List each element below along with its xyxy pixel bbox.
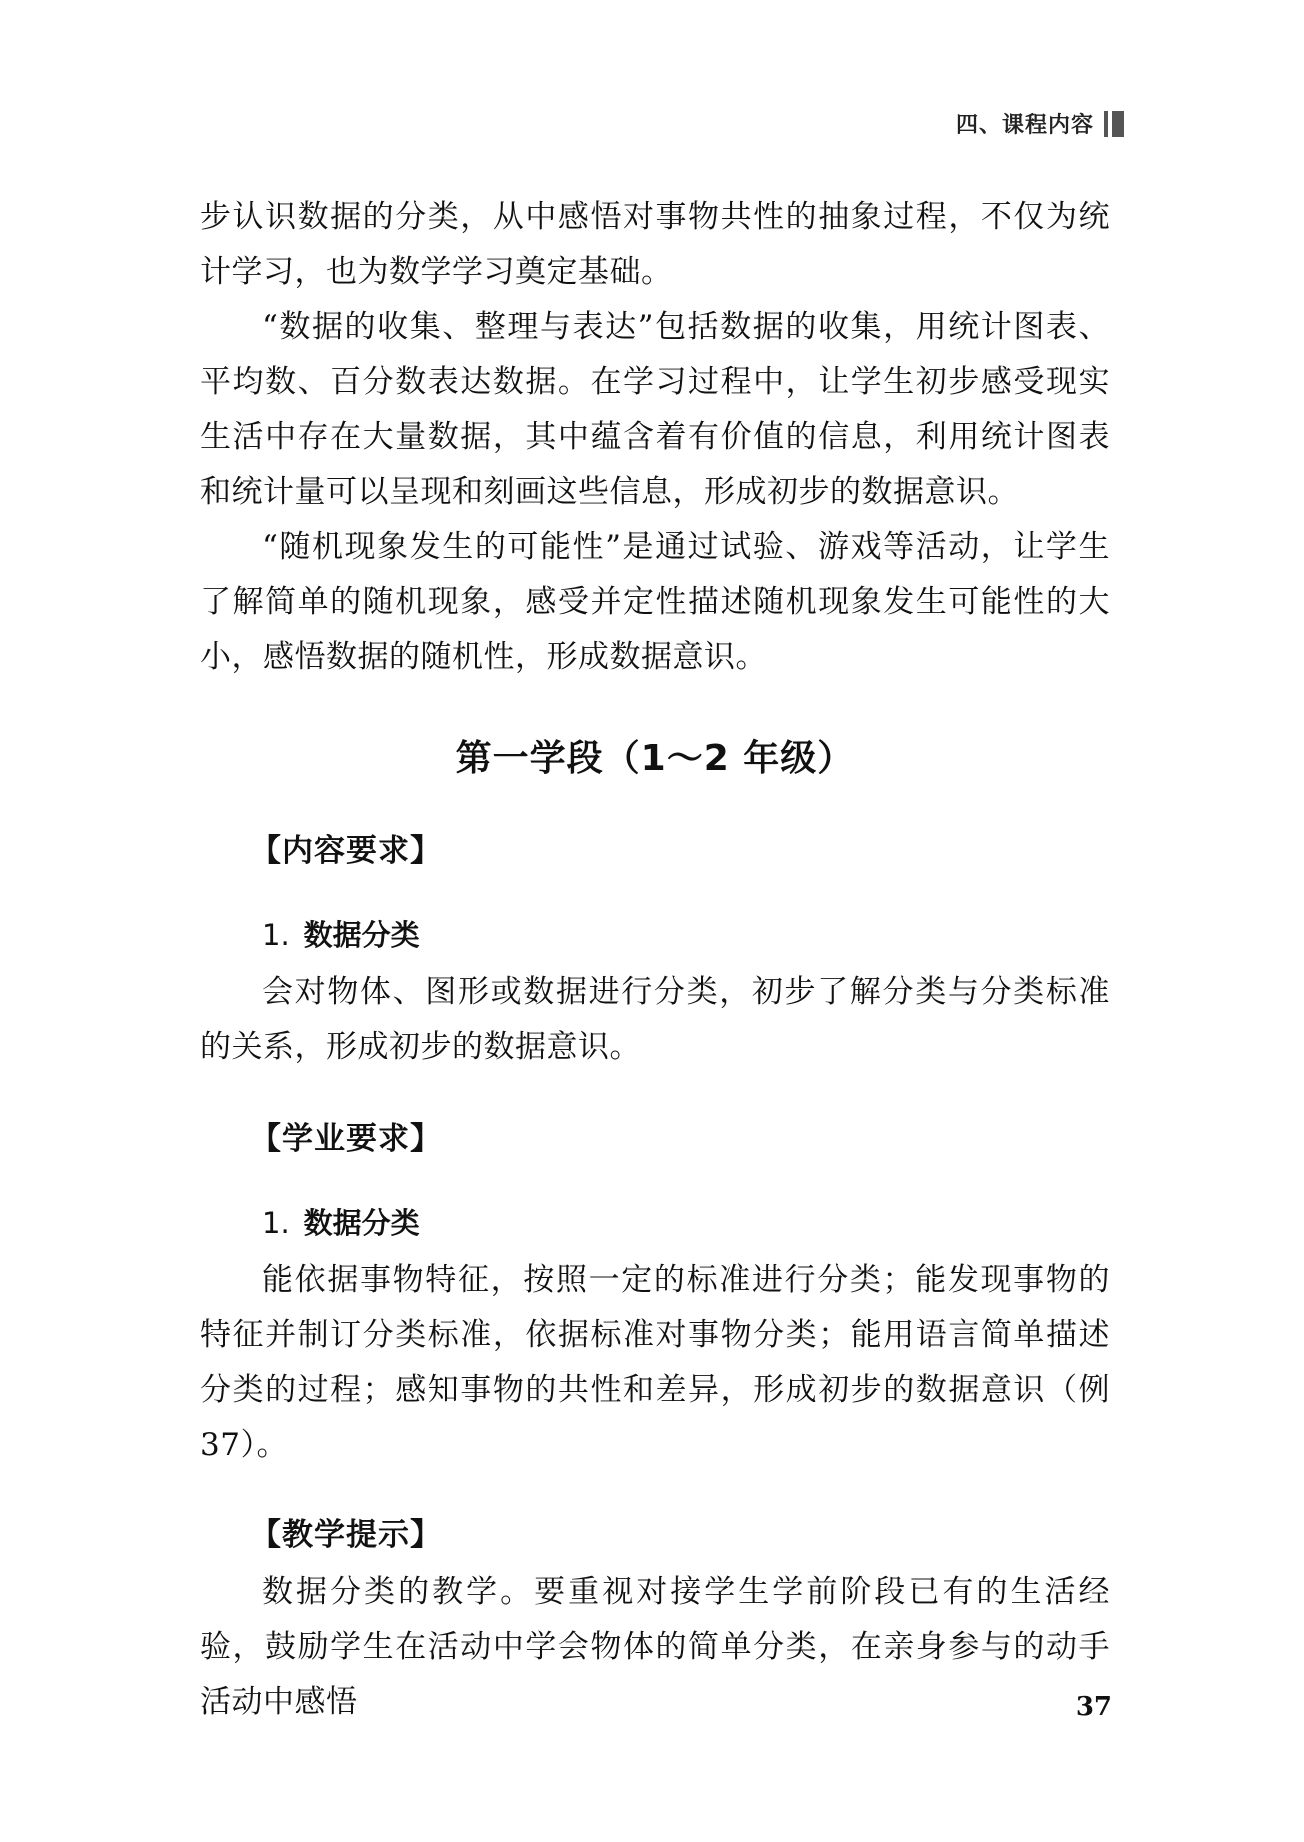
content-requirements-item-heading	[262, 905, 1110, 965]
section-title: 第一学段（1～2 年级）	[455, 738, 855, 779]
teaching-tips-text: 数据分类的教学。要重视对接学生学前阶段已有的生活经验，鼓励学生在活动中学会物体的简单分类，在亲身参与的动手活动中感悟	[200, 1574, 1110, 1720]
item-number: 1.	[262, 1206, 290, 1240]
running-header	[956, 108, 1124, 139]
teaching-tips-heading: 【教学提示】	[250, 1517, 442, 1553]
page-number: 37	[1075, 1692, 1112, 1722]
academic-requirements-heading: 【学业要求】	[250, 1121, 442, 1157]
paragraph-data-collection: “数据的收集、整理与表达”包括数据的收集，用统计图表、平均数、百分数表达数据。在学习过程中，让学生初步感受现实生活中存在大量数据，其中蕴含着有价值的信息，利用统计图表和统计量可以呈现和刻画这些信息，形成初步的数据意识。	[200, 309, 1110, 510]
header-bar-thick	[1112, 111, 1124, 137]
academic-requirements-item-heading	[262, 1193, 1110, 1253]
header-bar-thin	[1104, 111, 1108, 137]
page-content	[200, 190, 1110, 1730]
item-number: 1.	[262, 918, 290, 952]
running-header-label: 四、课程内容	[955, 113, 1094, 138]
paragraph-continued: 步认识数据的分类，从中感悟对事物共性的抽象过程，不仅为统计学习，也为数学学习奠定基础。	[200, 199, 1110, 290]
item-title: 数据分类	[303, 1206, 420, 1240]
header-bars-decoration	[1104, 111, 1124, 137]
paragraph-random-phenomena: “随机现象发生的可能性”是通过试验、游戏等活动，让学生了解简单的随机现象，感受并定性描述随机现象发生可能性的大小，感悟数据的随机性，形成数据意识。	[200, 529, 1110, 675]
item-title: 数据分类	[303, 918, 420, 952]
content-requirements-text: 会对物体、图形或数据进行分类，初步了解分类与分类标准的关系，形成初步的数据意识。	[200, 974, 1110, 1065]
academic-requirements-text: 能依据事物特征，按照一定的标准进行分类；能发现事物的特征并制订分类标准，依据标准对事物分类；能用语言简单描述分类的过程；感知事物的共性和差异，形成初步的数据意识（例 37）。	[200, 1262, 1110, 1463]
content-requirements-heading: 【内容要求】	[250, 833, 442, 869]
